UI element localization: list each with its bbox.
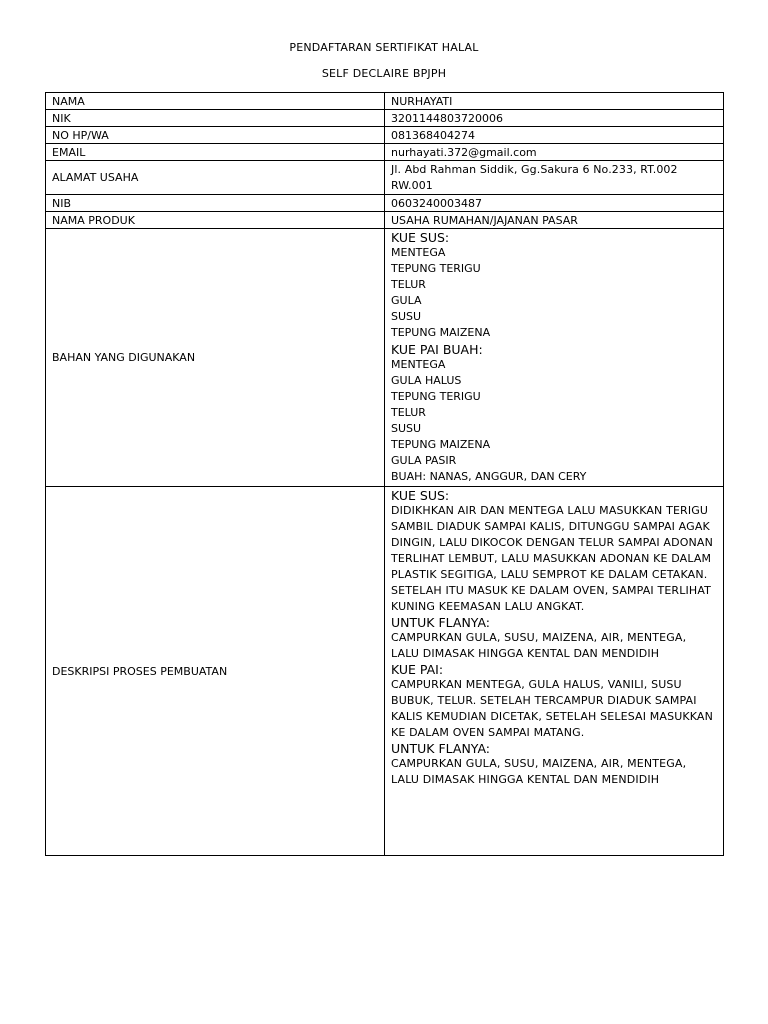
process-section bbox=[391, 615, 717, 662]
field-label: NAMA bbox=[46, 93, 385, 110]
list-item: MENTEGA bbox=[391, 246, 446, 259]
field-label: EMAIL bbox=[46, 144, 385, 161]
process-section-text: DIDIKHKAN AIR DAN MENTEGA LALU MASUKKAN TERIGU SAMBIL DIADUK SAMPAI KALIS, DITUNGGU SAMPAI AGAK DINGIN, LALU DIKOCOK DENGAN TELUR SAMPAI ADONAN TERLIHAT LEMBUT, LALU MASUKKAN ADONAN KE DALAM PLASTIK SEGITIGA, LALU SEMPROT KE DALAM CETAKAN. SETELAH ITU MASUK KE DALAM OVEN, SAMPAI TERLIHAT KUNING KEEMASAN LALU ANGKAT. bbox=[391, 504, 713, 614]
process-section-heading: UNTUK FLANYA: bbox=[391, 741, 491, 757]
field-value: USAHA RUMAHAN/JAJANAN PASAR bbox=[385, 212, 724, 229]
ingredients-cell bbox=[385, 229, 724, 487]
field-label: ALAMAT USAHA bbox=[46, 161, 385, 195]
field-label: NIB bbox=[46, 195, 385, 212]
process-section bbox=[391, 741, 717, 788]
table-row-nama-produk bbox=[46, 212, 724, 229]
table-row-nama bbox=[46, 93, 724, 110]
field-value: Jl. Abd Rahman Siddik, Gg.Sakura 6 No.233, RT.002 RW.001 bbox=[385, 161, 724, 195]
registration-table bbox=[45, 92, 724, 856]
field-label: NO HP/WA bbox=[46, 127, 385, 144]
field-value: nurhayati.372@gmail.com bbox=[385, 144, 724, 161]
list-item: TELUR bbox=[391, 405, 426, 419]
process-section-text: CAMPURKAN GULA, SUSU, MAIZENA, AIR, MENTEGA, LALU DIMASAK HINGGA KENTAL DAN MENDIDIH bbox=[391, 757, 687, 787]
process-section bbox=[391, 662, 717, 741]
list-item: GULA HALUS bbox=[391, 373, 462, 387]
list-item: TEPUNG TERIGU bbox=[391, 262, 481, 276]
list-item: TEPUNG MAIZENA bbox=[391, 326, 491, 340]
process-section-heading: KUE PAI: bbox=[391, 662, 444, 678]
list-item: SUSU bbox=[391, 310, 422, 324]
field-value: 0603240003487 bbox=[385, 195, 724, 212]
field-label: BAHAN YANG DIGUNAKAN bbox=[46, 229, 385, 487]
ingredient-group bbox=[391, 342, 717, 486]
list-item: MENTEGA bbox=[391, 357, 446, 371]
process-section-heading: UNTUK FLANYA: bbox=[391, 615, 491, 631]
list-item: SUSU bbox=[391, 421, 422, 435]
field-label: NAMA PRODUK bbox=[46, 212, 385, 229]
document-title: PENDAFTARAN SERTIFIKAT HALAL bbox=[289, 41, 479, 54]
field-value: NURHAYATI bbox=[385, 93, 724, 110]
document-subtitle: SELF DECLAIRE BPJPH bbox=[321, 67, 447, 80]
table-row-alamat bbox=[46, 161, 724, 195]
list-item: TEPUNG MAIZENA bbox=[391, 438, 491, 452]
table-row-nib bbox=[46, 195, 724, 212]
process-section bbox=[391, 488, 717, 615]
table-row-email bbox=[46, 144, 724, 161]
process-cell bbox=[385, 487, 724, 856]
list-item: GULA PASIR bbox=[391, 454, 457, 468]
table-row-nik bbox=[46, 110, 724, 127]
list-item: TEPUNG TERIGU bbox=[391, 389, 481, 403]
process-section-text: CAMPURKAN MENTEGA, GULA HALUS, VANILI, SUSU BUBUK, TELUR. SETELAH TERCAMPUR DIADUK SAMPAI KALIS KEMUDIAN DICETAK, SETELAH SELESAI MASUKKAN KE DALAM OVEN SAMPAI MATANG. bbox=[391, 678, 713, 740]
ingredient-group-heading: KUE SUS: bbox=[391, 230, 450, 245]
table-row-proses bbox=[46, 487, 724, 856]
table-row-phone bbox=[46, 127, 724, 144]
process-section-heading: KUE SUS: bbox=[391, 488, 450, 504]
field-label: NIK bbox=[46, 110, 385, 127]
ingredient-group-heading: KUE PAI BUAH: bbox=[391, 341, 483, 357]
list-item: GULA bbox=[391, 294, 422, 308]
ingredient-group bbox=[391, 230, 717, 342]
field-value: 3201144803720006 bbox=[385, 110, 724, 127]
process-section-text: CAMPURKAN GULA, SUSU, MAIZENA, AIR, MENTEGA, LALU DIMASAK HINGGA KENTAL DAN MENDIDIH bbox=[391, 631, 687, 661]
field-value: 081368404274 bbox=[385, 127, 724, 144]
field-label: DESKRIPSI PROSES PEMBUATAN bbox=[46, 487, 385, 856]
list-item: TELUR bbox=[391, 278, 426, 292]
list-item: BUAH: NANAS, ANGGUR, DAN CERY bbox=[391, 470, 587, 484]
table-row-bahan bbox=[46, 229, 724, 487]
